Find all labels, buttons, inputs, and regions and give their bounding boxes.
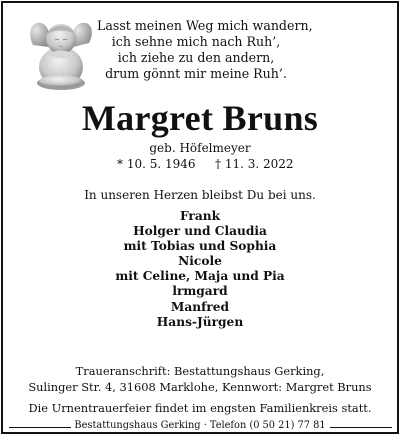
mourner-line: Holger und Claudia bbox=[133, 224, 267, 239]
service-note: Die Urnentrauerfeier findet im engsten Familienkreis statt. bbox=[28, 401, 372, 415]
mourners-list bbox=[3, 209, 397, 330]
death-date: † 11. 3. 2022 bbox=[215, 157, 294, 171]
mourning-address bbox=[3, 363, 397, 395]
mourner-line: lrmgard bbox=[172, 284, 228, 299]
mourner-line: Frank bbox=[179, 209, 221, 223]
poem-line: Lasst meinen Weg mich wandern, bbox=[97, 18, 313, 33]
mourner-line: Manfred bbox=[170, 299, 230, 314]
mourner-line: Nicole bbox=[178, 254, 222, 269]
obituary-notice bbox=[1, 1, 399, 434]
poem-line: ich sehne mich nach Ruh’, bbox=[111, 33, 281, 49]
mourner-line: mit Tobias und Sophia bbox=[123, 239, 277, 254]
funeral-home-footer bbox=[3, 420, 397, 431]
birth-date: * 10. 5. 1946 bbox=[117, 157, 196, 171]
mourner-line: Hans-Jürgen bbox=[156, 314, 244, 329]
poem-line: drum gönnt mir meine Ruh’. bbox=[105, 65, 287, 81]
poem-line: ich ziehe zu den andern, bbox=[117, 49, 275, 65]
remembrance-line: In unseren Herzen bleibst Du bei uns. bbox=[84, 188, 316, 202]
mourner-line: mit Celine, Maja und Pia bbox=[115, 269, 285, 284]
deceased-name: Margret Bruns bbox=[81, 98, 319, 138]
birth-name: geb. Höfelmeyer bbox=[149, 141, 251, 155]
footer-text: Bestattungshaus Gerking · Telefon (0 50 21) 77 81 bbox=[71, 420, 328, 431]
poem bbox=[97, 18, 313, 82]
address-line: Sulinger Str. 4, 31608 Marklohe, Kennwort: Margret Bruns bbox=[28, 380, 372, 394]
angel-figurine-icon bbox=[25, 15, 97, 91]
address-line: Traueranschrift: Bestattungshaus Gerking, bbox=[75, 364, 325, 378]
